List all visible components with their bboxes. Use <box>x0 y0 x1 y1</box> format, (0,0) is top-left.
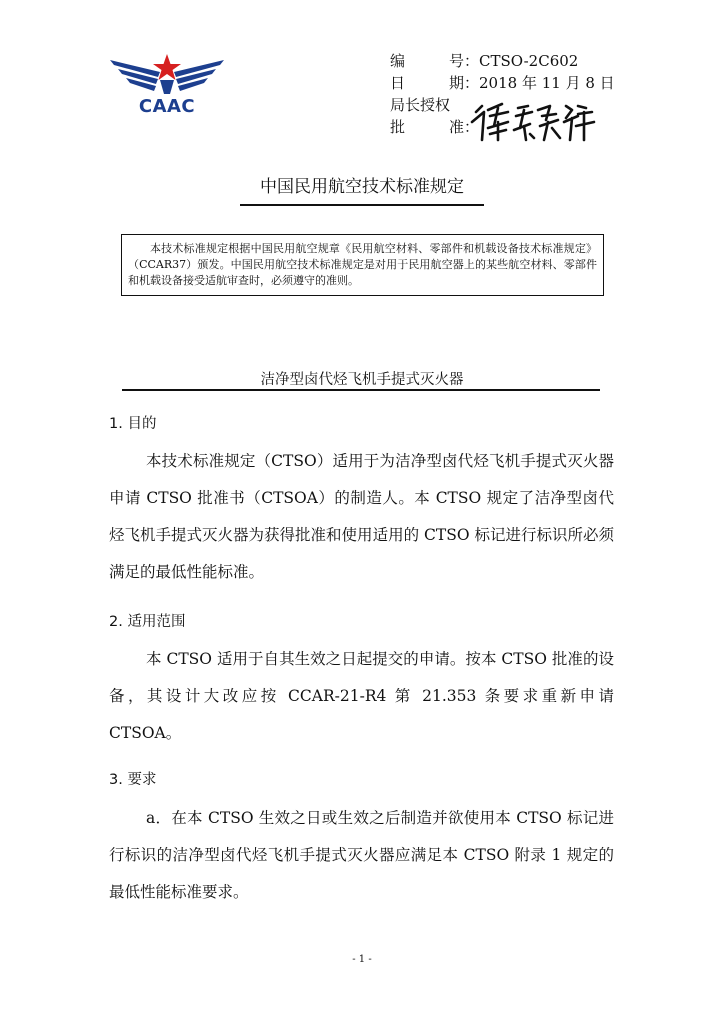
page-title: 中国民用航空技术标准规定 <box>260 177 464 197</box>
section-paragraph-purpose: 本技术标准规定（CTSO）适用于为洁净型卤代烃飞机手提式灭火器申请 CTSO 批准书（CTSOA）的制造人。本 CTSO 规定了洁净型卤代烃飞机手提式灭火器为获得批准和使用适用的 CTSO 标记进行标识所必须满足的最低性能标准。 <box>109 452 614 581</box>
section-heading-requirements: 3. 要求 <box>109 772 157 788</box>
section-paragraph-scope: 本 CTSO 适用于自其生效之日起提交的申请。按本 CTSO 批准的设备，其设计大改应按 CCAR-21-R4 第 21.353 条要求重新申请 CTSOA。 <box>109 650 614 742</box>
product-title: 洁净型卤代烃飞机手提式灭火器 <box>260 372 464 388</box>
meta-row-approval: 批 准 ： <box>390 118 480 136</box>
section-heading-purpose: 1. 目的 <box>109 416 157 432</box>
meta-row-date: 日 期 ：2018 年 11 月 8 日 <box>390 74 615 92</box>
section-paragraph-requirements-a: a．在本 CTSO 生效之日或生效之后制造并欲使用本 CTSO 标记进行标识的洁净型卤代烃飞机手提式灭火器应满足本 CTSO 附录 1 规定的最低性能标准要求。 <box>109 809 614 901</box>
logo-text: CAAC <box>138 96 196 117</box>
product-title-underline <box>122 389 600 391</box>
section-heading-scope: 2. 适用范围 <box>109 614 186 630</box>
meta-row-authorized: 局长授权 <box>390 96 451 114</box>
document-date: ：2018 年 11 月 8 日 <box>464 74 615 92</box>
signature-image <box>468 100 598 144</box>
page-number: - 1 - <box>352 954 372 965</box>
title-underline <box>240 204 484 206</box>
document-number: ：CTSO-2C602 <box>464 52 579 70</box>
notice-box: 本技术标准规定根据中国民用航空规章《民用航空材料、零部件和机载设备技术标准规定》（CCAR37）颁发。中国民用航空技术标准规定是对用于民用航空器上的某些航空材料、零部件和机载设备接受适航审查时，必须遵守的准则。 <box>121 234 604 296</box>
meta-row-number: 编 号 ：CTSO-2C602 <box>390 52 579 70</box>
